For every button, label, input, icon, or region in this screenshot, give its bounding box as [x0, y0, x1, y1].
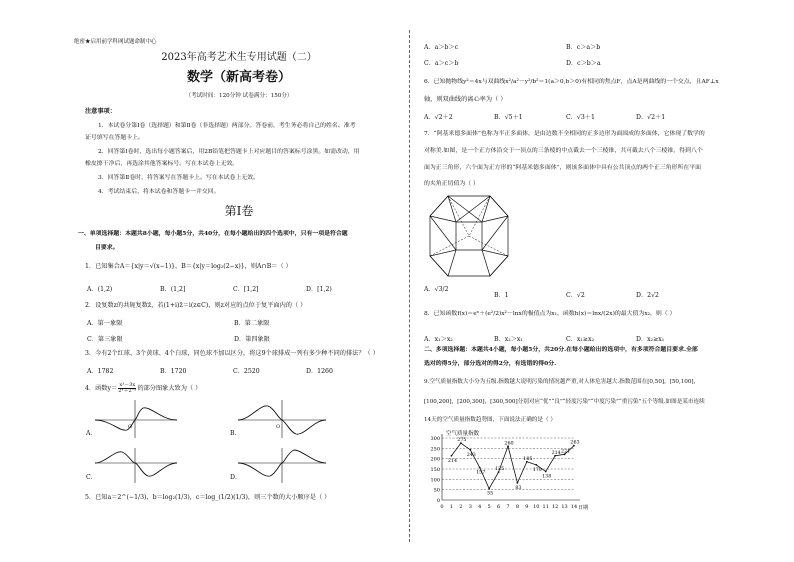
- x-tick-label: 0: [440, 504, 444, 510]
- q6-option-c[interactable]: C．√3＋1: [566, 114, 595, 121]
- q1-option-a[interactable]: A．(1,2): [87, 286, 113, 293]
- q2-option-a[interactable]: A．第一象限: [87, 320, 123, 327]
- q1-option-c[interactable]: C．[1,2]: [233, 286, 259, 293]
- y-tick-label: 250: [430, 446, 440, 453]
- data-label: 157: [476, 470, 486, 476]
- x-tick-label: 6: [496, 504, 501, 510]
- y-tick-label: 50: [433, 487, 440, 494]
- q9-stem: [100,200]，[200,300]，[300,500]分别对应“优”“良”“轻度污染”“中度污染”“重污染”五个等级.如图是某市连续: [424, 399, 705, 405]
- q2-option-d[interactable]: D．第四象限: [234, 336, 270, 343]
- data-point: [469, 449, 471, 451]
- q1-option-b[interactable]: B．(1,2]: [160, 286, 186, 293]
- exam-subtitle: 数学（新高考卷）: [186, 70, 291, 85]
- y-tick-label: 0: [436, 498, 440, 504]
- exam-title: 2023年高考艺术生专用试题（二）: [161, 52, 317, 63]
- q9-stem: 14天的空气质量指数趋势图，下面说法正确的是（ ）: [424, 417, 556, 423]
- x-tick-label: 13: [561, 504, 568, 510]
- q2-option-c[interactable]: C．第三象限: [87, 336, 123, 343]
- q4-graph-a[interactable]: [95, 398, 180, 438]
- aqi-line-chart: [424, 428, 594, 514]
- q4-graph-c[interactable]: [95, 448, 180, 483]
- y-tick-label: 150: [430, 467, 440, 473]
- q1-stem: 1．已知集合A＝{x|y＝√(x−1)}，B＝{x|y＝log₂(2−x)}，则A∩B＝（ ）: [85, 263, 292, 270]
- x-tick-label: 9: [525, 504, 529, 510]
- data-point: [517, 482, 519, 484]
- data-point: [479, 467, 481, 469]
- q4-label-a: A．: [86, 430, 97, 437]
- data-label: 243: [466, 452, 476, 458]
- archimedean-polyhedron-figure: [428, 192, 510, 280]
- data-point: [535, 464, 537, 466]
- q8-stem: 8．已知函数f(x)＝eˣ＋(e²/2)x²－lnx的极值点为x₁，函数h(x)＝lnx/(2x)的最大值为x₂，则（ ）: [424, 311, 676, 317]
- q3-stem: 3．今有2个红球、3个黄球、4个白球，同色球不加以区分，将这9个球排成一列有多少种不同的排法？（ ）: [85, 350, 379, 357]
- data-label: 185: [523, 456, 533, 462]
- q6-stem: 轴，则双曲线的离心率为（ ）: [424, 96, 507, 103]
- q5-option-a[interactable]: A．a＞b＞c: [424, 44, 459, 51]
- section2-intro: 选对的得5分，部分选对的得2分，有选错的得0分.: [424, 360, 557, 367]
- column-divider: [409, 30, 410, 542]
- x-tick-label: 1: [449, 504, 454, 510]
- data-label: 275: [457, 438, 467, 444]
- q6-stem: 6．已知抛物线y²＝4x与双曲线x²/a²－y²/b²＝1(a＞0,b＞0)有相同的焦点F，点A是两曲线的一个交点，且AF⊥x: [424, 79, 719, 85]
- q8-option-c[interactable]: C．x₁≥x₂: [566, 336, 595, 343]
- data-label: 221: [560, 449, 571, 455]
- note-line: 2．回答第Ⅰ卷时，选出每小题答案后，用2B铅笔把答题卡上对应题目的答案标号涂黑。如需改动，用: [98, 149, 360, 155]
- data-label: 214: [447, 458, 458, 464]
- x-tick-label: 5: [487, 504, 491, 510]
- y-tick-label: 100: [430, 477, 440, 484]
- q7-stem: 面为正三角形，六个面为正方形的“阿基米德多面体”，则该多面体中具有公共顶点的两个正三角形所在平面: [424, 165, 701, 171]
- note-line: 1．本试卷分第Ⅰ卷（选择题）和第Ⅱ卷（非选择题）两部分。答卷前，考生务必将自己的姓名、准考: [98, 123, 356, 129]
- data-label: 263: [570, 440, 580, 446]
- q4-frac-num: x³－3x: [119, 382, 136, 388]
- data-point: [451, 455, 453, 457]
- data-label: 260: [504, 441, 514, 447]
- q1-option-d[interactable]: D．[1,2): [306, 286, 332, 293]
- y-tick-label: 300: [430, 436, 440, 442]
- section1-intro: 目要求。: [95, 244, 119, 251]
- q2-option-b[interactable]: B．第二象限: [234, 320, 270, 327]
- q6-option-b[interactable]: B．√5＋1: [494, 114, 523, 121]
- q3-option-b[interactable]: B．1720: [160, 368, 187, 375]
- q4-graph-b[interactable]: [238, 398, 328, 438]
- q5-stem: 5．已知a＝2^(−1/3)，b＝log₂(1/3)，c＝log_(1/2)(1/3)，则三个数的大小顺序是（ ）: [85, 494, 331, 501]
- x-tick-label: 11: [542, 504, 549, 510]
- chart-title: 空气质量指数: [446, 431, 480, 437]
- q7-option-d[interactable]: D．2√2: [636, 292, 659, 299]
- q3-option-a[interactable]: A．1782: [87, 368, 114, 375]
- x-tick-label: 3: [468, 504, 472, 510]
- q3-option-d[interactable]: D．1260: [306, 368, 333, 375]
- data-label: 214: [551, 450, 561, 456]
- q7-stem: 7．“阿基米德多面体”也称为半正多面体，是由边数不全相同的正多边形为面围成的多面体，它体现了数学的: [424, 131, 705, 137]
- q4-label-b: B．: [230, 430, 241, 437]
- q5-option-c[interactable]: C．a＞c＞b: [424, 60, 459, 67]
- x-tick-label: 12: [551, 504, 559, 510]
- q7-stem: 的夹角正切值为（ ）: [424, 181, 479, 187]
- x-tick-label: 4: [478, 504, 482, 510]
- q4-frac-den: 2ˣ＋2⁻ˣ: [118, 388, 137, 394]
- q4-origin-a: O: [128, 424, 133, 430]
- q4-label-c: C．: [86, 474, 97, 481]
- data-point: [488, 488, 490, 490]
- q7-option-a[interactable]: A．√3/2: [424, 286, 449, 293]
- x-tick-label: 8: [515, 504, 520, 510]
- data-label: 55: [487, 491, 494, 497]
- q4-label-d: D．: [230, 474, 242, 481]
- q8-option-d[interactable]: D．x₂≥x₁: [636, 336, 665, 343]
- q6-option-a[interactable]: A．√2＋2: [424, 114, 453, 121]
- part1-title: 第Ⅰ卷: [224, 204, 254, 218]
- note-line: 4．考试结束后，将本试卷和答题卡一并交回。: [98, 189, 220, 195]
- y-tick-label: 200: [430, 456, 440, 463]
- data-label: 135: [494, 467, 505, 473]
- q9-stem: 9.空气质量指数大小分为五级.指数越大说明污染的情况越严重,对人体危害越大.指数范围在[0,50]，[50,100]，: [424, 379, 700, 385]
- x-axis-label: 日期: [578, 505, 589, 511]
- q7-option-b[interactable]: B．1: [494, 292, 509, 299]
- q7-option-c[interactable]: C．√2: [566, 292, 585, 299]
- q5-option-b[interactable]: B．c＞a＞b: [566, 44, 601, 51]
- note-line: 证号填写在答题卡上。: [85, 135, 144, 141]
- notes-heading: 注意事项：: [85, 108, 116, 115]
- q4-stem: 4．函数y＝ $\frac{\text{x³－3x}}{\text{2ˣ＋2⁻ˣ}}$ 的部分图象大致为（ ）: [85, 382, 202, 394]
- q7-stem: 对称美.如图，是一个正方体沿交于一顶点的三条棱的中点截去一个三棱锥，共可截去八个三棱锥，得到八个: [424, 148, 703, 154]
- note-line: 3．回答第Ⅱ卷时，将答案写在答题卡上。写在本试卷上无效。: [98, 175, 259, 181]
- x-tick-label: 7: [506, 504, 510, 510]
- q4-origin-b: O: [276, 424, 281, 430]
- q6-option-d[interactable]: D．√2＋1: [636, 114, 666, 121]
- note-line: 橡皮擦干净后，再选涂其他答案标号。写在本试卷上无效。: [85, 161, 239, 167]
- data-label: 83: [515, 485, 522, 491]
- q4-graph-d[interactable]: [238, 448, 328, 483]
- x-tick-label: 14: [570, 504, 578, 510]
- data-label: 170: [532, 467, 542, 473]
- exam-info: （考试时间：120分钟 试卷满分：150分）: [185, 93, 293, 99]
- x-tick-label: 2: [459, 504, 463, 510]
- q2-stem: 2．设复数z的共轭复数z̄，若(1+i)z̄＝i(z∈C)，则z对应的点位于复平面内的（ ）: [85, 302, 307, 309]
- watermark: 绝密★启用前学科网试题命制中心: [74, 39, 157, 45]
- section2-intro: 二、多项选择题：本题共4小题，每小题5分，共20分.在每小题给出的选项中，有多项符合题目要求.全部: [424, 346, 698, 353]
- data-label: 138: [542, 474, 552, 480]
- q8-option-b[interactable]: B．x₂＞x₁: [494, 336, 523, 343]
- x-tick-label: 10: [533, 504, 540, 510]
- data-point: [545, 471, 547, 473]
- section1-intro: 一、单项选择题：本题共8小题，每小题5分，共40分，在每小题给出的四个选项中，只有一项是符合题: [78, 230, 348, 237]
- q5-option-d[interactable]: D．c＞b＞a: [566, 60, 601, 67]
- q8-option-a[interactable]: A．x₁＞x₂: [424, 336, 453, 343]
- q3-option-c[interactable]: C．2520: [233, 368, 260, 375]
